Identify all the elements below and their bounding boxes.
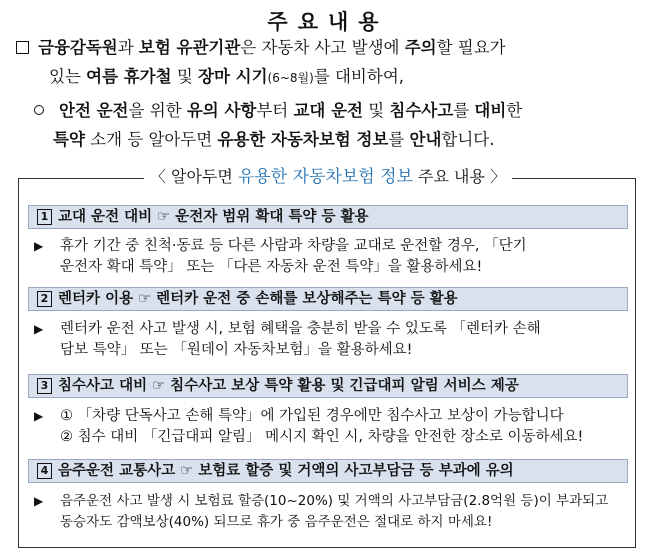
section-heading-text: 침수사고 대비 ☞ 침수사고 보상 특약 활용 및 긴급대피 알림 서비스 제공 [58, 378, 519, 394]
intro-line-1 [16, 33, 646, 62]
detail-text: 를 [388, 130, 410, 149]
summary-box-title [0, 165, 656, 189]
detail-text: 유의 사항 [186, 101, 257, 120]
detail-text: 대비 [474, 101, 507, 120]
detail-text: 합니다. [441, 130, 495, 149]
intro-text: (6~8월) [267, 71, 314, 85]
section-heading [28, 459, 628, 483]
section-number: 2 [37, 291, 52, 307]
section-body-line: 렌터카 운전 사고 발생 시, 보험 혜택을 충분히 받을 수 있도록 「렌터카 손해 [60, 321, 541, 337]
section-heading-text: 음주운전 교통사고 ☞ 보험료 할증 및 거액의 사고부담금 등 부과에 유의 [58, 463, 514, 479]
detail-text: 침수사고 [389, 101, 454, 120]
section-heading [28, 287, 628, 311]
intro-text: 보험 유관기관 [138, 38, 241, 57]
intro-text: 를 대비하여, [313, 67, 404, 86]
square-bullet-icon [16, 41, 29, 54]
section-number: 4 [37, 463, 52, 479]
section-number: 1 [37, 209, 52, 225]
detail-text: 유용한 자동차보험 정보 [217, 130, 389, 149]
section-body-line: ① 「차량 단독사고 손해 특약」에 가입된 경우에만 침수사고 보상이 가능합니다 [60, 408, 564, 424]
detail-text: 및 [362, 101, 390, 120]
box-title-text: 주요 내용 〉 [412, 167, 507, 186]
intro-text: 금융감독원 [38, 38, 118, 57]
circle-bullet-icon [34, 105, 44, 115]
section-body-line: 동승자도 감액보상(40%) 되므로 휴가 중 음주운전은 절대로 하지 마세요! [60, 514, 493, 530]
detail-text: 부터 [256, 101, 294, 120]
detail-text: 소개 등 알아두면 [84, 130, 218, 149]
detail-text: 안전 운전 [59, 101, 129, 120]
triangle-bullet-icon: ▶ [34, 494, 44, 508]
document-title: 주요내용 [267, 10, 389, 34]
section-body-line: 음주운전 사고 발생 시 보험료 할증(10~20%) 및 거액의 사고부담금(2.8억원 등)이 부과되고 [60, 493, 609, 509]
intro-text: 있는 [49, 67, 87, 86]
section-body [34, 319, 628, 361]
box-title-highlight: 유용한 자동차보험 정보 [237, 167, 413, 187]
detail-text: 를 [453, 101, 475, 120]
intro-text: 은 자동차 사고 발생에 [240, 38, 405, 57]
section-body [34, 406, 628, 448]
detail-line-1 [20, 96, 648, 125]
intro-text: 및 [171, 67, 199, 86]
detail-line-2 [20, 125, 648, 154]
triangle-bullet-icon: ▶ [34, 322, 44, 336]
section-heading [28, 205, 628, 229]
detail-paragraph [20, 96, 648, 154]
section-body [34, 491, 628, 533]
detail-text: 을 위한 [128, 101, 187, 120]
intro-text: 할 필요가 [436, 38, 506, 57]
intro-text: 장마 시기 [198, 67, 268, 86]
section-heading [28, 374, 628, 398]
section-body-line: ② 침수 대비 「긴급대피 알림」 메시지 확인 시, 차량을 안전한 장소로 이동하세요! [60, 429, 584, 445]
triangle-bullet-icon: ▶ [34, 239, 44, 253]
section-body-line: 담보 특약」 또는 「원데이 자동차보험」을 활용하세요! [60, 342, 413, 358]
section-heading-text: 렌터카 이용 ☞ 렌터카 운전 중 손해를 보상해주는 특약 등 활용 [58, 291, 458, 307]
section-heading-text: 교대 운전 대비 ☞ 운전자 범위 확대 특약 등 활용 [58, 209, 369, 225]
box-title-text: 〈 알아두면 [149, 167, 238, 186]
detail-text: 교대 운전 [293, 101, 363, 120]
section-number: 3 [37, 378, 52, 394]
section-body [34, 236, 628, 278]
intro-line-2 [16, 62, 646, 93]
detail-text: 특약 [53, 130, 85, 149]
detail-text: 안내 [409, 130, 442, 149]
intro-text: 주의 [404, 38, 437, 57]
intro-text: 과 [117, 38, 139, 57]
section-body-line: 휴가 기간 중 친척·동료 등 다른 사람과 차량을 교대로 운전할 경우, 「단기 [60, 238, 527, 254]
section-body-line: 운전자 확대 특약」 또는 「다른 자동차 운전 특약」을 활용하세요! [60, 259, 483, 275]
triangle-bullet-icon: ▶ [34, 409, 44, 423]
intro-text: 여름 휴가철 [86, 67, 172, 86]
intro-paragraph [16, 33, 646, 93]
detail-text: 한 [506, 101, 523, 120]
